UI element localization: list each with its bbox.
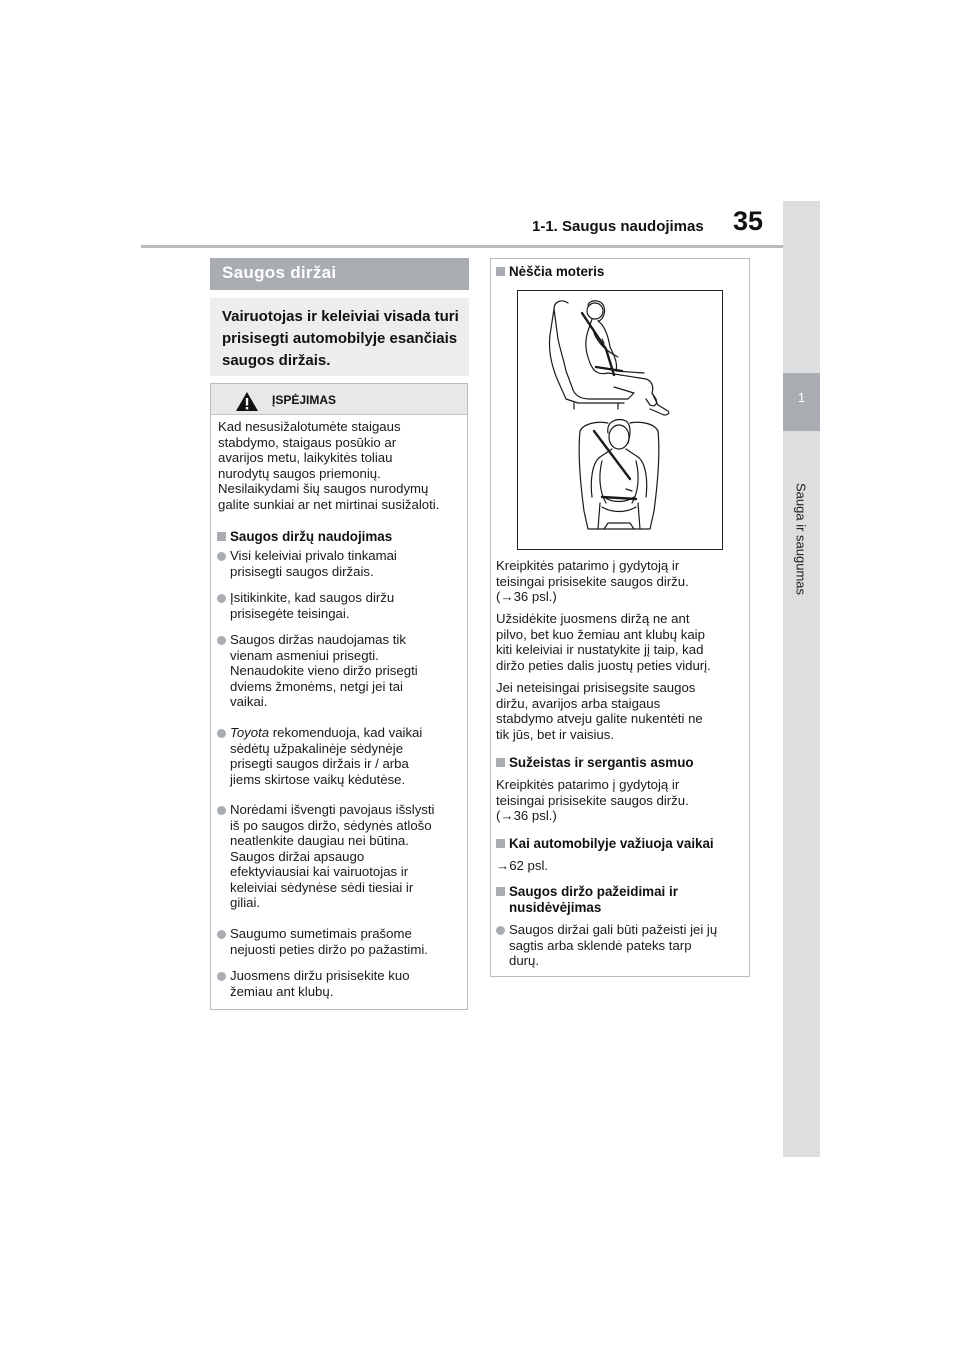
pregnant-paragraph-2: Užsidėkite juosmens diržą ne ant pilvo, bet kuo žemiau ant klubų kaip kiti keleiviai ir nustatykite jį taip, kad diržo peties dalis juostų peties vidurį. xyxy=(496,611,711,673)
seatbelt-illustration xyxy=(518,291,722,549)
round-bullet-icon xyxy=(217,552,226,561)
page-number: 35 xyxy=(733,206,764,236)
round-bullet-icon xyxy=(217,594,226,603)
side-tab-strip xyxy=(783,201,820,1157)
round-bullet-icon xyxy=(217,806,226,815)
square-bullet-icon xyxy=(217,532,226,541)
belt-damage-bullet: Saugos diržai gali būti pažeisti jei jų sagtis arba sklendė pateks tarp durų. xyxy=(509,922,718,968)
warning-bullet-6: Saugumo sumetimais prašome nejuosti peties diržo po pažastimi. xyxy=(230,926,428,957)
warning-bullet-5: Norėdami išvengti pavojaus išslysti iš po saugos diržo, sėdynės atlošo neatlenkite daugiau nei būtina. Saugos diržai apsaugo efektyviausiai kai vairuotojas ir keleiviai sėdynėse sėdi tiesiai ir giliai. xyxy=(230,802,435,910)
pregnant-paragraph-1: Kreipkitės patarimo į gydytoją ir teisingai prisisekite saugos diržu. (→36 psl.) xyxy=(496,558,689,604)
side-tab-chapter-number: 1 xyxy=(797,390,806,405)
pregnant-woman-seatbelt-illustration xyxy=(517,290,723,550)
warning-box xyxy=(210,383,468,1010)
warning-intro: Kad nesusižalotumėte staigaus stabdymo, staigaus posūkio ar avarijos metu, laikykitės toliau nurodytų saugos priemonių. Nesilaikydami šių saugos nurodymų galite sunkiai ar net mirtinai susižaloti. xyxy=(218,419,440,512)
round-bullet-icon xyxy=(217,729,226,738)
square-bullet-icon xyxy=(496,758,505,767)
warning-icon xyxy=(235,391,259,412)
heading-pregnant-woman: Nėščia moteris xyxy=(496,264,604,280)
square-bullet-icon xyxy=(496,887,505,896)
children-page-reference: →62 psl. xyxy=(496,858,549,873)
round-bullet-icon xyxy=(217,972,226,981)
section-heading-bar xyxy=(210,258,469,290)
warning-bullet-2: Įsitikinkite, kad saugos diržu prisisegėte teisingai. xyxy=(230,590,395,621)
pregnant-paragraph-3: Jei neteisingai prisisegsite saugos diržu, avarijos arba staigaus stabdymo atveju galite nukentėti ne tik jūs, bet ir vaisius. xyxy=(496,680,703,742)
square-bullet-icon xyxy=(496,839,505,848)
round-bullet-icon xyxy=(496,926,505,935)
section-title: 1-1. Saugus naudojimas xyxy=(532,218,704,235)
header-rule xyxy=(141,245,783,248)
heading-children: Kai automobilyje važiuoja vaikai xyxy=(496,836,714,852)
round-bullet-icon xyxy=(217,636,226,645)
heading-injured-person: Sužeistas ir sergantis asmuo xyxy=(496,755,694,771)
lead-text: Vairuotojas ir keleiviai visada turi prisisegti automobilyje esančiais saugos diržais. xyxy=(222,308,459,369)
warning-bullet-3: Saugos diržas naudojamas tik vienam asmeniui prisegti. Nenaudokite vieno diržo prisegti dviems žmonėms, netgi jei tai vaikai. xyxy=(230,632,418,709)
heading-belt-damage: Saugos diržo pažeidimai ir nusidėvėjimas xyxy=(496,884,746,915)
round-bullet-icon xyxy=(217,930,226,939)
warning-title: ĮSPĖJIMAS xyxy=(272,393,337,407)
warning-header xyxy=(211,384,467,415)
warning-bullet-4: Toyota rekomenduoja, kad vaikai sėdėtų užpakalinėje sėdynėje prisegti saugos diržais ir / arba jiems skirtose vaikų kėdutėse. xyxy=(230,725,423,787)
square-bullet-icon xyxy=(496,267,505,276)
side-tab-chapter-label: Sauga ir saugumas xyxy=(793,483,809,596)
warning-bullet-1: Visi keleiviai privalo tinkamai prisisegti saugos diržais. xyxy=(230,548,397,579)
lead-box xyxy=(210,298,469,376)
warning-bullet-7: Juosmens diržu prisisekite kuo žemiau ant klubų. xyxy=(230,968,410,999)
section-heading: Saugos diržai xyxy=(222,263,337,282)
injured-paragraph: Kreipkitės patarimo į gydytoją ir teisingai prisisekite saugos diržu. (→36 psl.) xyxy=(496,777,689,823)
warning-subheading: Saugos diržų naudojimas xyxy=(217,529,392,545)
